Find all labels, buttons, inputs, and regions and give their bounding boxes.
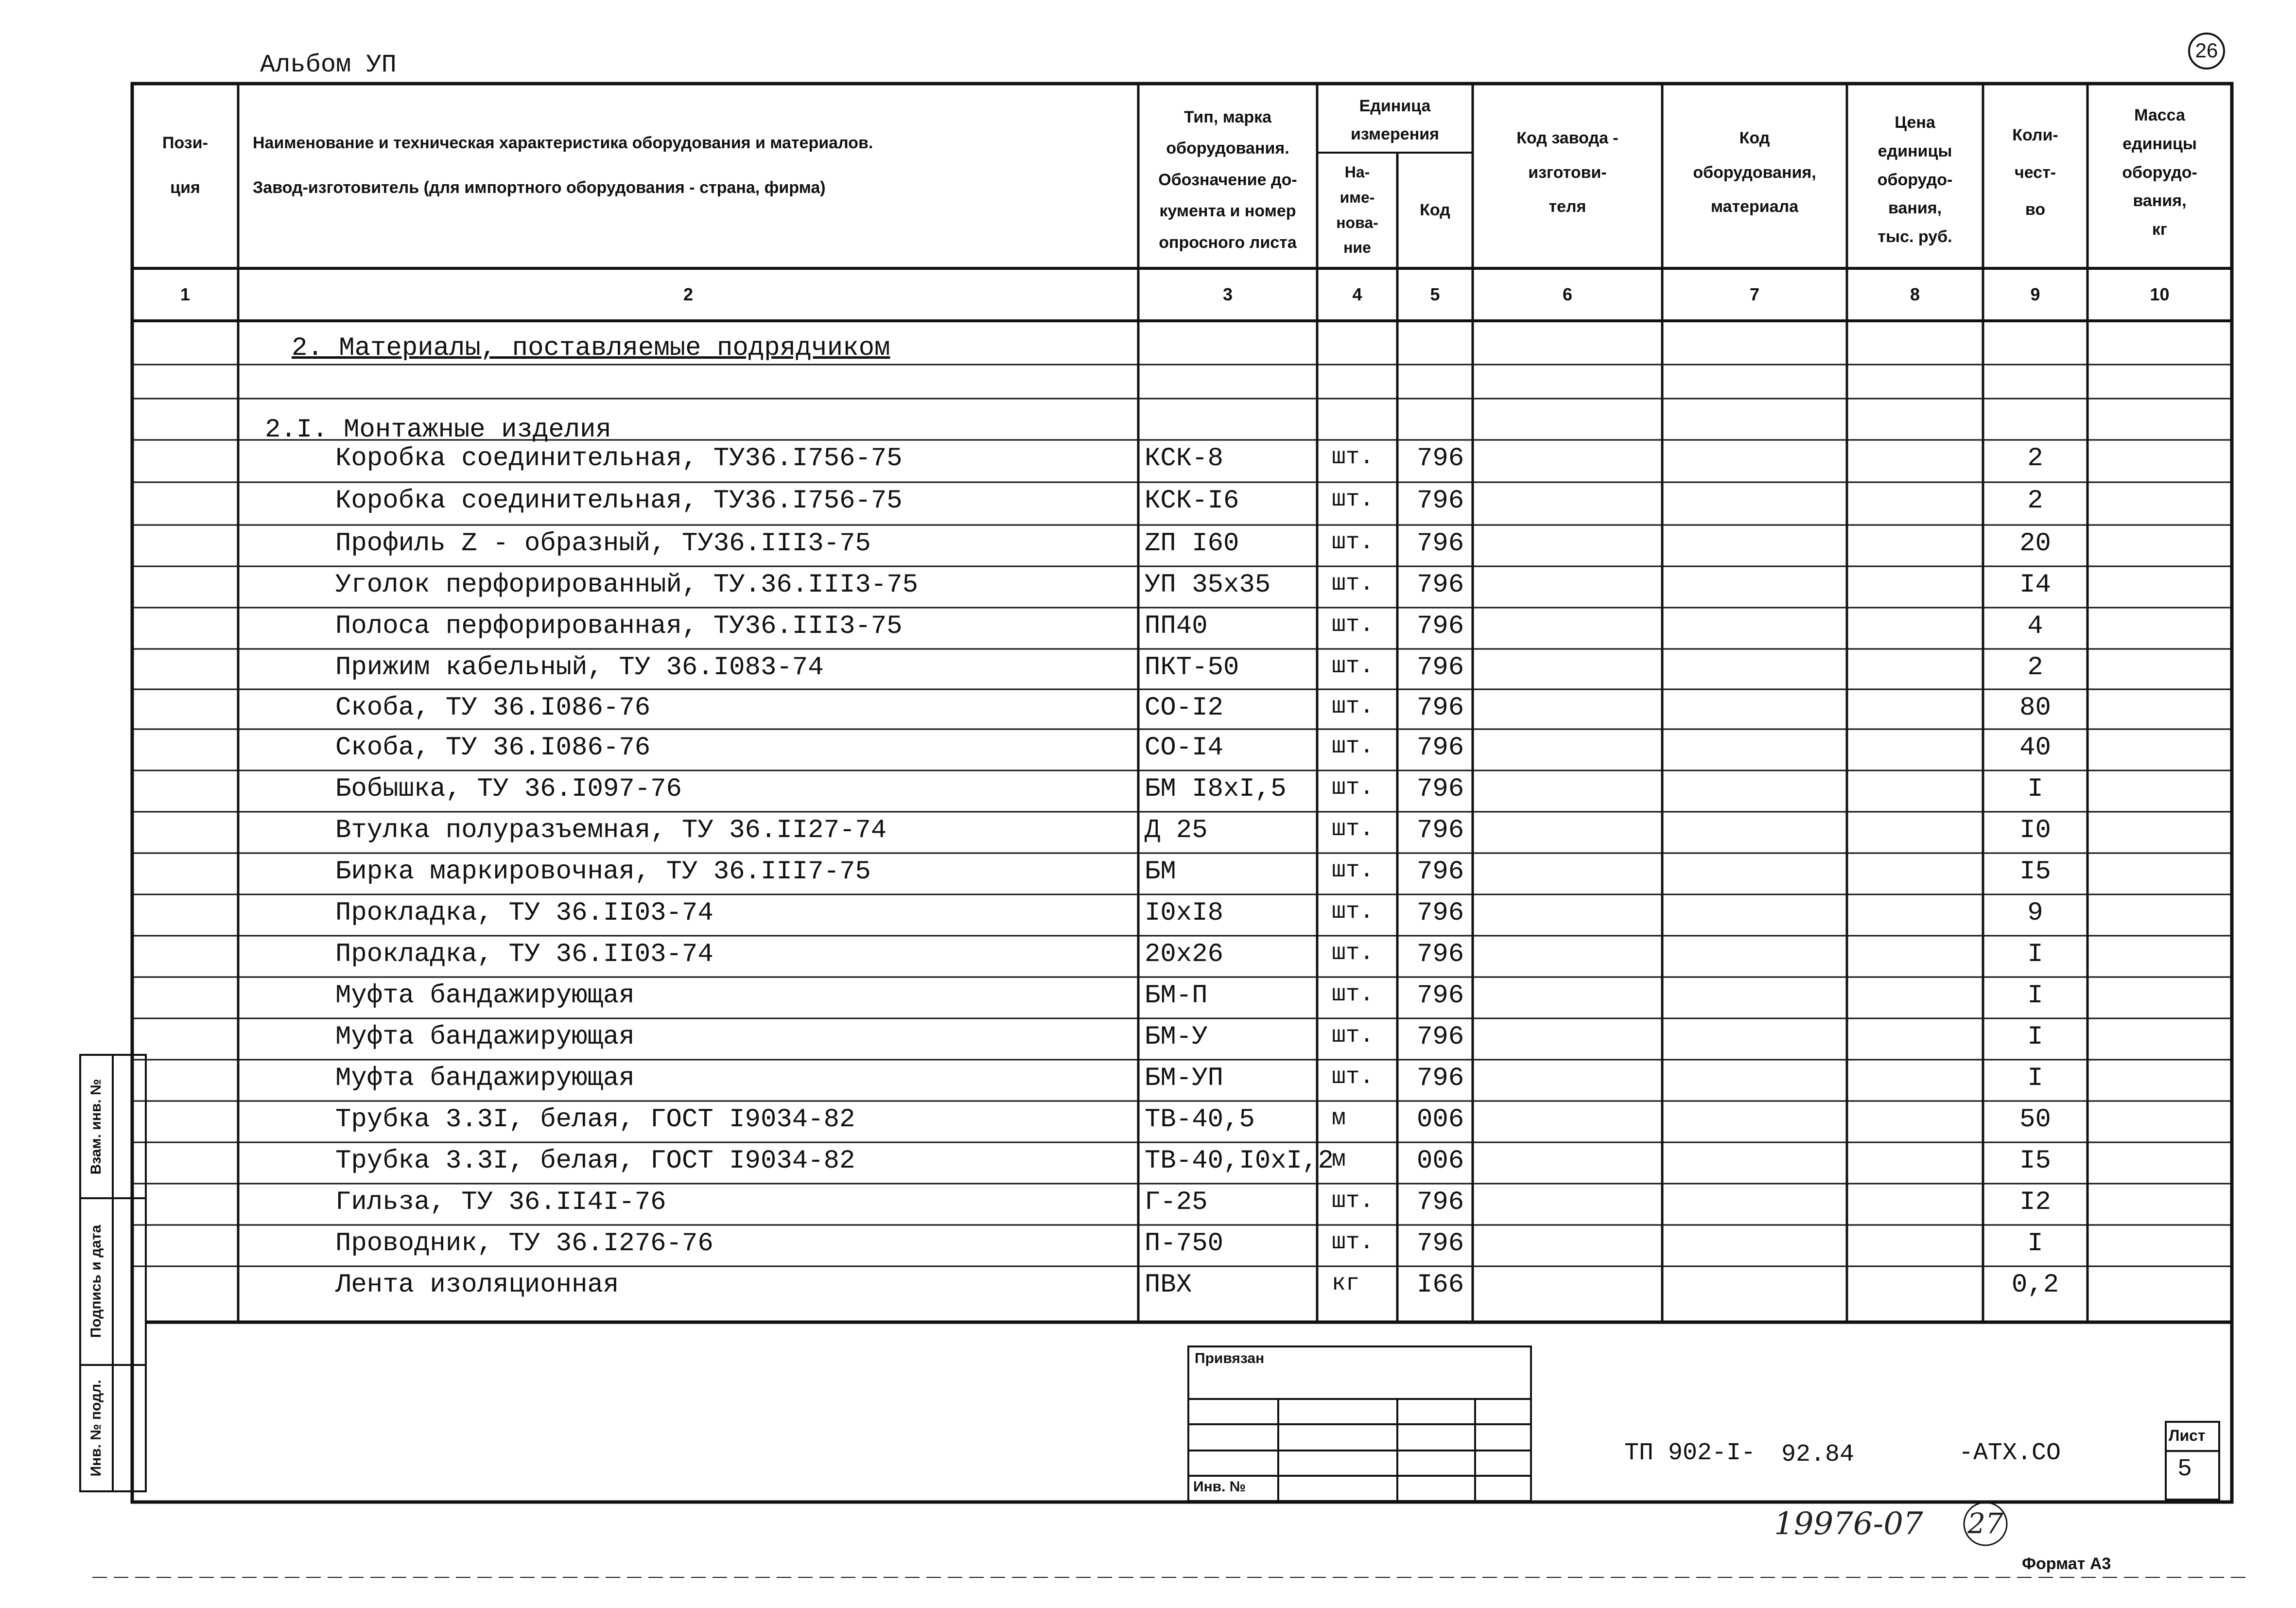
item-unit-code: 796	[1417, 1229, 1464, 1258]
header-equipment-code-line: оборудования,	[1693, 163, 1816, 182]
item-type: КСК-I6	[1145, 486, 1239, 516]
header-unit-name	[1317, 156, 1397, 265]
album-title: Альбом УП	[260, 51, 397, 79]
header-equipment-code	[1662, 117, 1847, 228]
item-unit: шт.	[1332, 444, 1374, 471]
item-type: Д 25	[1145, 816, 1208, 845]
item-unit: шт.	[1332, 1229, 1374, 1256]
item-type: БМ-П	[1145, 981, 1208, 1011]
item-quantity: 4	[2027, 612, 2043, 641]
item-type: 20х26	[1145, 940, 1224, 969]
item-unit: м	[1332, 1105, 1346, 1132]
item-quantity: 80	[2019, 693, 2051, 723]
item-name: Муфта бандажирующая	[335, 1022, 635, 1052]
item-unit: шт.	[1332, 734, 1374, 760]
item-quantity: I	[2027, 1229, 2043, 1258]
item-quantity: I	[2027, 940, 2043, 969]
column-number: 1	[180, 284, 191, 304]
item-unit: шт.	[1332, 653, 1374, 680]
header-manufacturer-code-line: изготови-	[1528, 163, 1607, 182]
item-unit: шт.	[1332, 775, 1374, 801]
header-quantity-line: во	[2025, 200, 2046, 219]
item-unit-code: 796	[1417, 774, 1464, 804]
header-name-line: Завод-изготовитель (для импортного оборудования - страна, фирма)	[253, 178, 826, 197]
item-unit-code: 796	[1417, 1022, 1464, 1052]
header-equipment-code-line: Код	[1739, 129, 1770, 148]
sheet-label: Лист	[2169, 1427, 2206, 1444]
item-name: Профиль Z - образный, ТУ36.III3-75	[335, 529, 871, 559]
item-unit-code: 796	[1417, 733, 1464, 763]
item-unit: шт.	[1332, 899, 1374, 925]
item-unit: шт.	[1332, 487, 1374, 513]
header-manufacturer-code-line: Код завода -	[1516, 129, 1618, 148]
item-name: Бирка маркировочная, ТУ 36.III7-75	[335, 857, 871, 887]
stamp-inv-no-label: Инв. №	[1193, 1479, 1246, 1495]
header-unit-name-line: име-	[1339, 188, 1375, 206]
item-quantity: I	[2027, 981, 2043, 1011]
column-number: 2	[683, 284, 694, 304]
item-type: СО-I2	[1145, 693, 1224, 723]
item-unit: шт.	[1332, 981, 1374, 1008]
header-manufacturer-code-line: теля	[1548, 197, 1586, 216]
header-unit-name-line: На-	[1344, 163, 1370, 181]
item-name: Проводник, ТУ 36.I276-76	[335, 1229, 713, 1258]
item-unit: шт.	[1332, 816, 1374, 842]
column-number: 8	[1910, 284, 1920, 304]
doc-code-part3: -АТХ.СО	[1959, 1439, 2061, 1467]
item-quantity: I	[2027, 774, 2043, 804]
item-name: Прокладка, ТУ 36.II03-74	[335, 898, 713, 928]
item-unit: шт.	[1332, 612, 1374, 638]
item-unit-code: 796	[1417, 486, 1464, 516]
header-type-line: опросного листа	[1159, 233, 1297, 252]
item-unit: шт.	[1332, 694, 1374, 720]
column-number: 7	[1749, 284, 1760, 304]
item-name: Муфта бандажирующая	[335, 1064, 635, 1093]
item-type: СО-I4	[1145, 733, 1224, 763]
header-name	[253, 117, 1128, 214]
item-unit-code: 796	[1417, 612, 1464, 641]
item-unit-code: 796	[1417, 570, 1464, 600]
header-position	[132, 117, 238, 214]
item-type: ZП I60	[1145, 529, 1239, 559]
item-unit-code: 796	[1417, 816, 1464, 845]
item-unit-code: 006	[1417, 1146, 1464, 1176]
item-unit-code: 796	[1417, 1064, 1464, 1093]
item-unit: кг	[1332, 1271, 1360, 1297]
column-number: 3	[1222, 284, 1233, 304]
item-name: Прижим кабельный, ТУ 36.I083-74	[335, 653, 824, 682]
item-quantity: 2	[2027, 444, 2043, 473]
header-unit-group-line: измерения	[1351, 124, 1439, 143]
format-label: Формат А3	[2022, 1555, 2111, 1573]
item-type: ТВ-40,I0хI,2	[1145, 1146, 1334, 1176]
item-type: ПВХ	[1145, 1270, 1192, 1300]
header-unit-code-line: Код	[1420, 201, 1450, 219]
item-quantity: 9	[2027, 898, 2043, 928]
header-quantity-line: Коли-	[2012, 125, 2058, 144]
item-quantity: I	[2027, 1022, 2043, 1052]
item-type: БМ I8хI,5	[1145, 774, 1287, 804]
item-quantity: 2	[2027, 486, 2043, 516]
item-type: ПП40	[1145, 612, 1208, 641]
item-name: Прокладка, ТУ 36.II03-74	[335, 940, 713, 969]
item-name: Полоса перфорированная, ТУ36.III3-75	[335, 612, 903, 641]
item-unit: шт.	[1332, 1023, 1374, 1049]
subsection-title: 2.I. Монтажные изделия	[265, 415, 611, 445]
item-unit-code: 796	[1417, 653, 1464, 682]
header-unit-group	[1317, 90, 1473, 151]
item-name: Трубка 3.3I, белая, ГОСТ I9034-82	[335, 1105, 855, 1135]
header-unit-name-line: нова-	[1336, 213, 1378, 231]
header-quantity	[1983, 112, 2087, 233]
column-number: 6	[1562, 284, 1573, 304]
header-position-line: ция	[170, 178, 200, 197]
header-price-line: вания,	[1888, 199, 1942, 218]
header-type	[1138, 95, 1317, 265]
item-unit-code: 796	[1417, 1188, 1464, 1217]
item-type: ПКТ-50	[1145, 653, 1239, 682]
side-stamp-inv-podl: Инв. № подл.	[88, 1380, 104, 1477]
item-unit-code: 796	[1417, 940, 1464, 969]
header-mass-line: оборудо-	[2122, 163, 2197, 182]
header-type-line: оборудования.	[1166, 139, 1289, 158]
item-name: Бобышка, ТУ 36.I097-76	[335, 774, 682, 804]
item-type: УП 35х35	[1145, 570, 1271, 600]
item-name: Трубка 3.3I, белая, ГОСТ I9034-82	[335, 1146, 855, 1176]
item-quantity: 50	[2019, 1105, 2051, 1135]
side-stamp-vzam: Взам. инв. №	[88, 1079, 104, 1175]
doc-code-part2: 92.84	[1781, 1441, 1855, 1468]
item-unit-code: 796	[1417, 981, 1464, 1011]
item-quantity: I	[2027, 1064, 2043, 1093]
item-quantity: 20	[2019, 529, 2051, 559]
header-mass-line: единицы	[2122, 134, 2197, 153]
item-unit-code: 796	[1417, 529, 1464, 559]
item-quantity: I5	[2019, 857, 2051, 887]
item-quantity: I0	[2019, 816, 2051, 845]
item-unit-code: 796	[1417, 857, 1464, 887]
header-type-line: Обозначение до-	[1158, 170, 1297, 189]
column-number: 10	[2150, 284, 2170, 304]
item-name: Втулка полуразъемная, ТУ 36.II27-74	[335, 816, 887, 845]
header-quantity-line: чест-	[2014, 163, 2056, 182]
item-type: КСК-8	[1145, 444, 1224, 473]
header-manufacturer-code	[1473, 117, 1662, 228]
item-quantity: I5	[2019, 1146, 2051, 1176]
item-quantity: 2	[2027, 653, 2043, 682]
item-quantity: I4	[2019, 570, 2051, 600]
item-unit: шт.	[1332, 1064, 1374, 1090]
circled-archive-number: 27	[1967, 1507, 2003, 1540]
header-mass-line: Масса	[2134, 105, 2185, 124]
item-quantity: 40	[2019, 733, 2051, 763]
item-name: Коробка соединительная, ТУ36.I756-75	[335, 486, 903, 516]
item-type: БМ	[1145, 857, 1176, 887]
item-name: Муфта бандажирующая	[335, 981, 635, 1011]
item-type: БМ-У	[1145, 1022, 1208, 1052]
item-unit-code: 006	[1417, 1105, 1464, 1135]
stamp-privyazan-label: Привязан	[1195, 1350, 1265, 1366]
header-mass-line: вания,	[2133, 192, 2187, 210]
header-position-line: Пози-	[162, 134, 208, 152]
section-title: 2. Материалы, поставляемые подрядчиком	[292, 333, 890, 363]
item-unit: шт.	[1332, 571, 1374, 597]
item-name: Скоба, ТУ 36.I086-76	[335, 693, 651, 723]
item-name: Коробка соединительная, ТУ36.I756-75	[335, 444, 903, 473]
item-type: П-750	[1145, 1229, 1224, 1258]
corner-sheet-number: 26	[2195, 39, 2218, 62]
header-price-line: единицы	[1878, 141, 1952, 160]
item-type: БМ-УП	[1145, 1064, 1224, 1093]
header-name-line: Наименование и техническая характеристика оборудования и материалов.	[253, 134, 873, 152]
doc-code-part1: ТП 902-I-	[1624, 1439, 1756, 1467]
header-type-line: Тип, марка	[1183, 107, 1272, 126]
header-unit-group-line: Единица	[1359, 97, 1431, 115]
item-name: Лента изоляционная	[335, 1270, 619, 1300]
item-type: I0хI8	[1145, 898, 1224, 928]
item-type: ТВ-40,5	[1145, 1105, 1255, 1135]
header-price	[1847, 102, 1983, 258]
item-quantity: 0,2	[2011, 1270, 2059, 1300]
column-number: 4	[1352, 284, 1362, 304]
item-name: Скоба, ТУ 36.I086-76	[335, 733, 651, 763]
item-type: Г-25	[1145, 1188, 1208, 1217]
item-unit: шт.	[1332, 529, 1374, 556]
sheet-number: 5	[2177, 1455, 2192, 1483]
header-unit-code	[1397, 156, 1473, 265]
handwritten-archive-number: 19976-07	[1774, 1506, 1923, 1542]
item-unit: шт.	[1332, 1188, 1374, 1214]
item-unit-code: I66	[1417, 1270, 1464, 1300]
column-number: 9	[2030, 284, 2040, 304]
item-unit-code: 796	[1417, 898, 1464, 928]
header-price-line: Цена	[1895, 113, 1935, 132]
item-unit: м	[1332, 1147, 1346, 1173]
header-unit-name-line: ние	[1343, 239, 1371, 257]
header-price-line: тыс. руб.	[1878, 227, 1952, 246]
header-mass	[2087, 95, 2232, 250]
header-type-line: кумента и номер	[1159, 202, 1296, 221]
header-equipment-code-line: материала	[1710, 197, 1799, 216]
item-quantity: I2	[2019, 1188, 2051, 1217]
item-unit: шт.	[1332, 857, 1374, 884]
item-unit-code: 796	[1417, 693, 1464, 723]
item-unit: шт.	[1332, 940, 1374, 966]
item-unit-code: 796	[1417, 444, 1464, 473]
item-name: Гильза, ТУ 36.II4I-76	[335, 1188, 666, 1217]
item-name: Уголок перфорированный, ТУ.36.III3-75	[335, 570, 918, 600]
side-stamp-podpis: Подпись и дата	[88, 1224, 104, 1338]
column-number: 5	[1430, 284, 1440, 304]
header-price-line: оборудо-	[1877, 170, 1953, 189]
header-mass-line: кг	[2152, 220, 2168, 239]
